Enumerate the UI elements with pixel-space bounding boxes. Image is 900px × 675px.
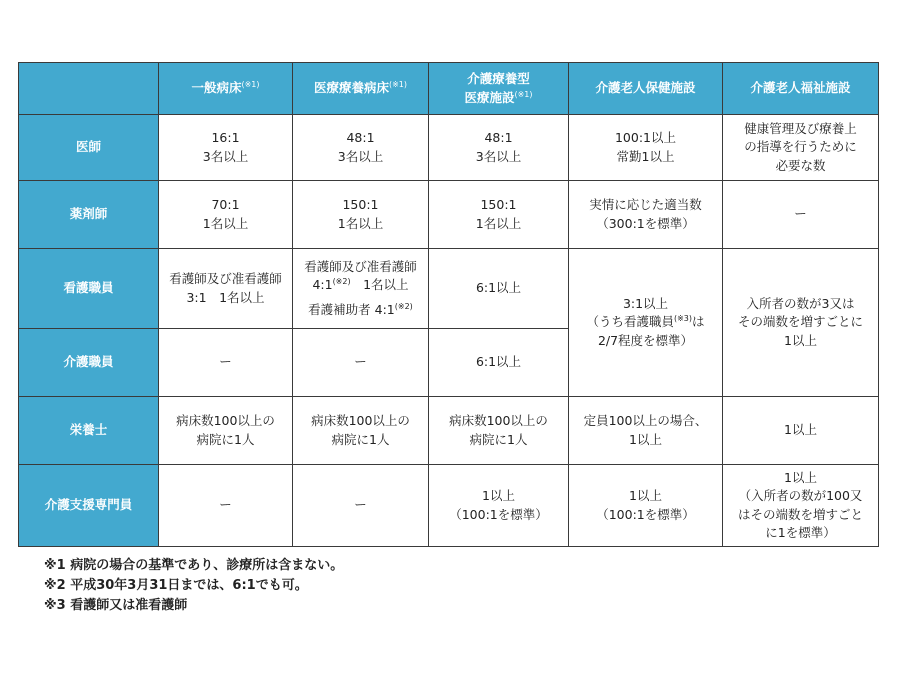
cell: ー xyxy=(293,329,429,397)
row-header-nurse: 看護職員 xyxy=(19,249,159,329)
cell: 6:1以上 xyxy=(429,249,569,329)
row-header-dietitian: 栄養士 xyxy=(19,397,159,465)
staffing-standards-table xyxy=(18,62,879,547)
footnotes xyxy=(44,556,343,616)
cell: 病床数100以上の 病院に1人 xyxy=(293,397,429,465)
row-header-care-worker: 介護職員 xyxy=(19,329,159,397)
cell-nurse-care-combined-geriatric-health: 3:1以上 （うち看護職員$^{(※3)}$は 2/7程度を標準） xyxy=(569,249,723,397)
row-dietitian xyxy=(19,397,879,465)
row-care-manager xyxy=(19,465,879,547)
corner-cell xyxy=(19,63,159,115)
cell: 1以上 （入所者の数が100又 はその端数を増すごと に1を標準） xyxy=(723,465,879,547)
row-nurse xyxy=(19,249,879,329)
cell: 100:1以上 常勤1以上 xyxy=(569,115,723,181)
col-header-medical-care-beds: 医療療養病床$^{(※1)}$ xyxy=(293,63,429,115)
cell: 6:1以上 xyxy=(429,329,569,397)
cell: 150:1 1名以上 xyxy=(429,181,569,249)
cell: 150:1 1名以上 xyxy=(293,181,429,249)
cell: 48:1 3名以上 xyxy=(429,115,569,181)
cell: 1以上 （100:1を標準） xyxy=(429,465,569,547)
cell-nurse-care-combined-geriatric-welfare: 入所者の数が3又は その端数を増すごとに 1以上 xyxy=(723,249,879,397)
cell: ー xyxy=(159,465,293,547)
col-header-geriatric-health-facility: 介護老人保健施設 xyxy=(569,63,723,115)
cell: 48:1 3名以上 xyxy=(293,115,429,181)
col-header-geriatric-welfare-facility: 介護老人福祉施設 xyxy=(723,63,879,115)
col-header-care-medical-facility: 介護療養型 医療施設$^{(※1)}$ xyxy=(429,63,569,115)
row-header-doctor: 医師 xyxy=(19,115,159,181)
cell: ー xyxy=(159,329,293,397)
cell: 実情に応じた適当数 （300:1を標準） xyxy=(569,181,723,249)
footnote-3: ※3 看護師又は准看護師 xyxy=(44,598,188,613)
cell: ー xyxy=(723,181,879,249)
cell: 1以上 xyxy=(723,397,879,465)
cell: 70:1 1名以上 xyxy=(159,181,293,249)
cell: 看護師及び准看護師 3:1 1名以上 xyxy=(159,249,293,329)
col-header-general-beds: 一般病床$^{(※1)}$ xyxy=(159,63,293,115)
cell: 16:1 3名以上 xyxy=(159,115,293,181)
footnote-1: ※1 病院の場合の基準であり、診療所は含まない。 xyxy=(44,558,344,573)
cell: 健康管理及び療養上 の指導を行うために 必要な数 xyxy=(723,115,879,181)
cell: 病床数100以上の 病院に1人 xyxy=(429,397,569,465)
footnote-2: ※2 平成30年3月31日までは、6:1でも可。 xyxy=(44,578,308,593)
cell: 1以上 （100:1を標準） xyxy=(569,465,723,547)
cell: ー xyxy=(293,465,429,547)
row-pharmacist xyxy=(19,181,879,249)
cell: 定員100以上の場合、 1以上 xyxy=(569,397,723,465)
cell: 病床数100以上の 病院に1人 xyxy=(159,397,293,465)
row-header-pharmacist: 薬剤師 xyxy=(19,181,159,249)
row-header-care-manager: 介護支援専門員 xyxy=(19,465,159,547)
header-row xyxy=(19,63,879,115)
row-doctor xyxy=(19,115,879,181)
cell: 看護師及び准看護師 4:1$^{(※2)}$ 1名以上 看護補助者 4:1$^{(※2)}$ xyxy=(293,249,429,329)
